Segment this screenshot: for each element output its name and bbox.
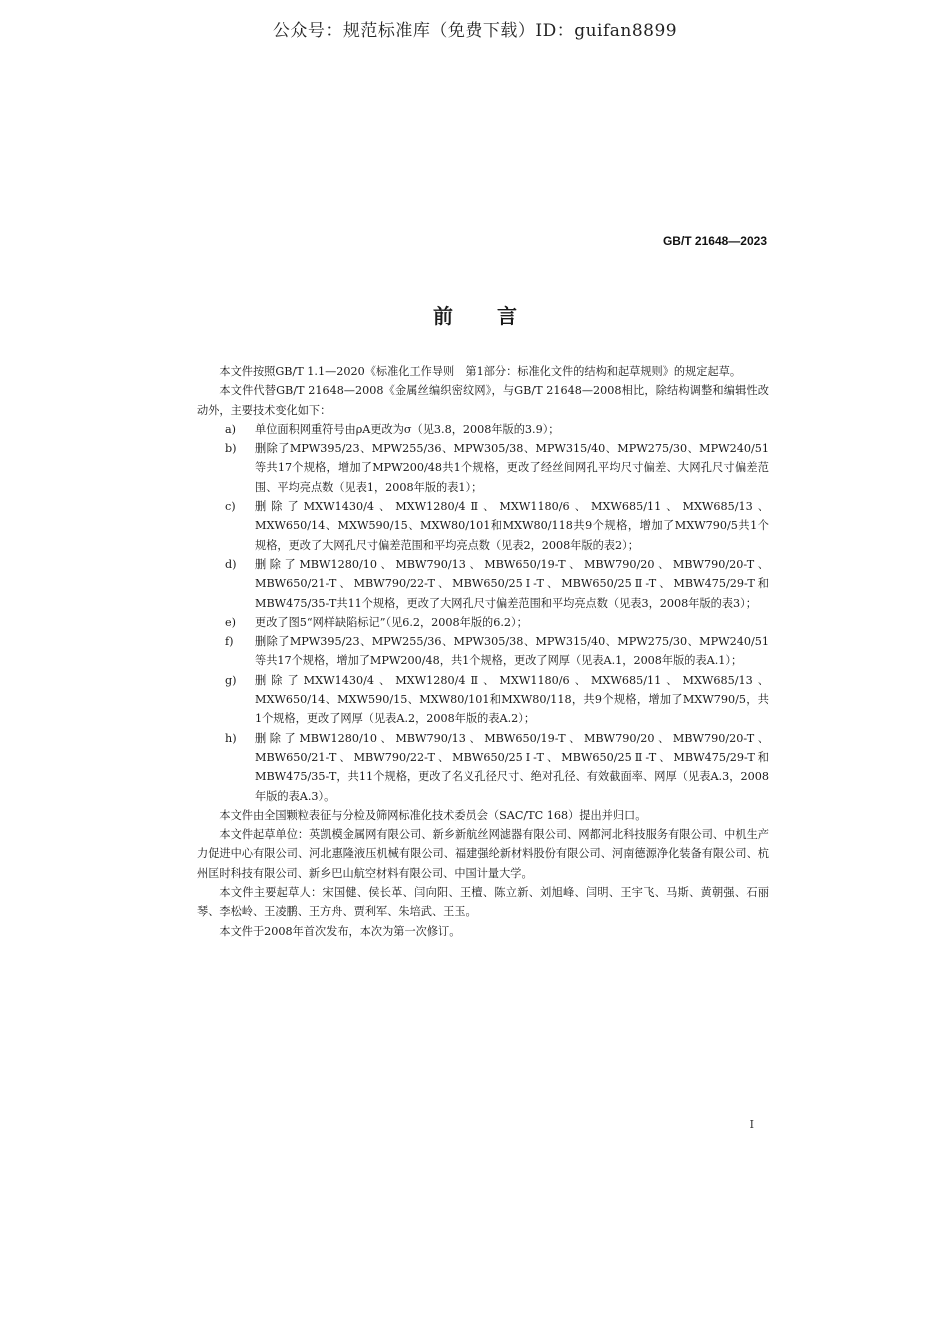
change-item-d	[197, 555, 769, 613]
change-item-e	[197, 613, 769, 632]
list-item-text: 删除了MPW395/23、MPW255/36、MPW305/38、MPW315/40、MPW275/30、MPW240/51等共17个规格，增加了MPW200/48，共1个规格，更改了网厚（见表A.1，2008年版的表A.1）；	[255, 635, 769, 668]
list-item-text: 删除了MBW1280/10、MBW790/13、MBW650/19-T、MBW790/20、MBW790/20-T、MBW650/21-T、MBW790/22-T、MBW650/25Ⅰ-T、MBW650/25Ⅱ-T、MBW475/29-T和MBW475/35-T共11个规格，更改了大网孔尺寸偏差范围和平均亮点数（见表3，2008年版的表3）；	[255, 557, 769, 610]
standard-code: GB/T 21648—2023	[662, 234, 767, 248]
list-marker: f)	[225, 635, 234, 649]
intro-paragraph-1: 本文件按照GB/T 1.1—2020《标准化工作导则 第1部分：标准化文件的结构和起草规则》的规定起草。	[219, 365, 742, 378]
closing-paragraph-drafters: 本文件主要起草人：宋国健、侯长革、闫向阳、王檀、陈立新、刘旭峰、闫明、王宇飞、马斯、黄朝强、石丽琴、李松岭、王凌鹏、王方舟、贾利军、朱培武、王玉。	[197, 886, 769, 919]
list-item-text: 单位面积网重符号由ρA更改为σ（见3.8，2008年版的3.9）；	[255, 422, 560, 436]
closing-paragraph-committee: 本文件由全国颗粒表征与分检及筛网标准化技术委员会（SAC/TC 168）提出并归口。	[219, 808, 647, 822]
list-marker: b)	[225, 442, 237, 456]
change-item-b	[197, 439, 769, 497]
change-item-g	[197, 671, 769, 729]
change-item-a	[197, 420, 769, 439]
list-marker: c)	[225, 500, 236, 514]
list-marker: a)	[225, 422, 237, 436]
foreword-body	[197, 362, 769, 941]
list-item-text: 删除了MPW395/23、MPW255/36、MPW305/38、MPW315/40、MPW275/30、MPW240/51等共17个规格，增加了MPW200/48共1个规格，更改了经丝间网孔平均尺寸偏差、大网孔尺寸偏差范围、平均亮点数（见表1，2008年版的表1）；	[255, 442, 769, 494]
page-number: I	[749, 1118, 754, 1131]
change-item-c	[197, 497, 769, 555]
list-marker: g)	[225, 673, 237, 687]
list-item-text: 删除了MXW1430/4、MXW1280/4Ⅱ、MXW1180/6、MXW685/11、MXW685/13、MXW650/14、MXW590/15、MXW80/101和MXW80/118共9个规格，增加了MXW790/5共1个规格，更改了大网孔尺寸偏差范围和平均亮点数（见表2，2008年版的表2）；	[255, 500, 769, 552]
list-item-text: 删除了MXW1430/4、MXW1280/4Ⅱ、MXW1180/6、MXW685/11、MXW685/13、MXW650/14、MXW590/15、MXW80/101和MXW80/118，共9个规格，增加了MXW790/5，共1个规格，更改了网厚（见表A.2，2008年版的表A.2）；	[255, 673, 769, 726]
closing-paragraph-units: 本文件起草单位：英凯模金属网有限公司、新乡新航丝网滤器有限公司、网都河北科技服务有限公司、中机生产力促进中心有限公司、河北惠隆液压机械有限公司、福建强纶新材料股份有限公司、河南德源净化装备有限公司、杭州匡时科技有限公司、新乡巴山航空材料有限公司、中国计量大学。	[197, 828, 769, 880]
list-item-text: 删除了MBW1280/10、MBW790/13、MBW650/19-T、MBW790/20、MBW790/20-T、MBW650/21-T、MBW790/22-T、MBW650/25Ⅰ-T、MBW650/25Ⅱ-T、MBW475/29-T和MBW475/35-T，共11个规格，更改了名义孔径尺寸、绝对孔径、有效截面率、网厚（见表A.3，2008年版的表A.3）。	[255, 731, 769, 803]
change-item-f	[197, 632, 769, 671]
watermark-header: 公众号：规范标准库（免费下载）ID：guifan8899	[272, 21, 678, 41]
change-item-h	[197, 729, 769, 806]
page-title: 前言	[433, 304, 561, 328]
list-marker: d)	[225, 557, 237, 571]
list-marker: h)	[225, 731, 237, 745]
intro-paragraph-2: 本文件代替GB/T 21648—2008《金属丝编织密纹网》，与GB/T 21648—2008相比，除结构调整和编辑性改动外，主要技术变化如下：	[197, 384, 769, 417]
closing-paragraph-history: 本文件于2008年首次发布，本次为第一次修订。	[219, 924, 461, 938]
list-item-text: 更改了图5“网样缺陷标记”（见6.2，2008年版的6.2）；	[255, 615, 528, 629]
list-marker: e)	[225, 615, 236, 629]
